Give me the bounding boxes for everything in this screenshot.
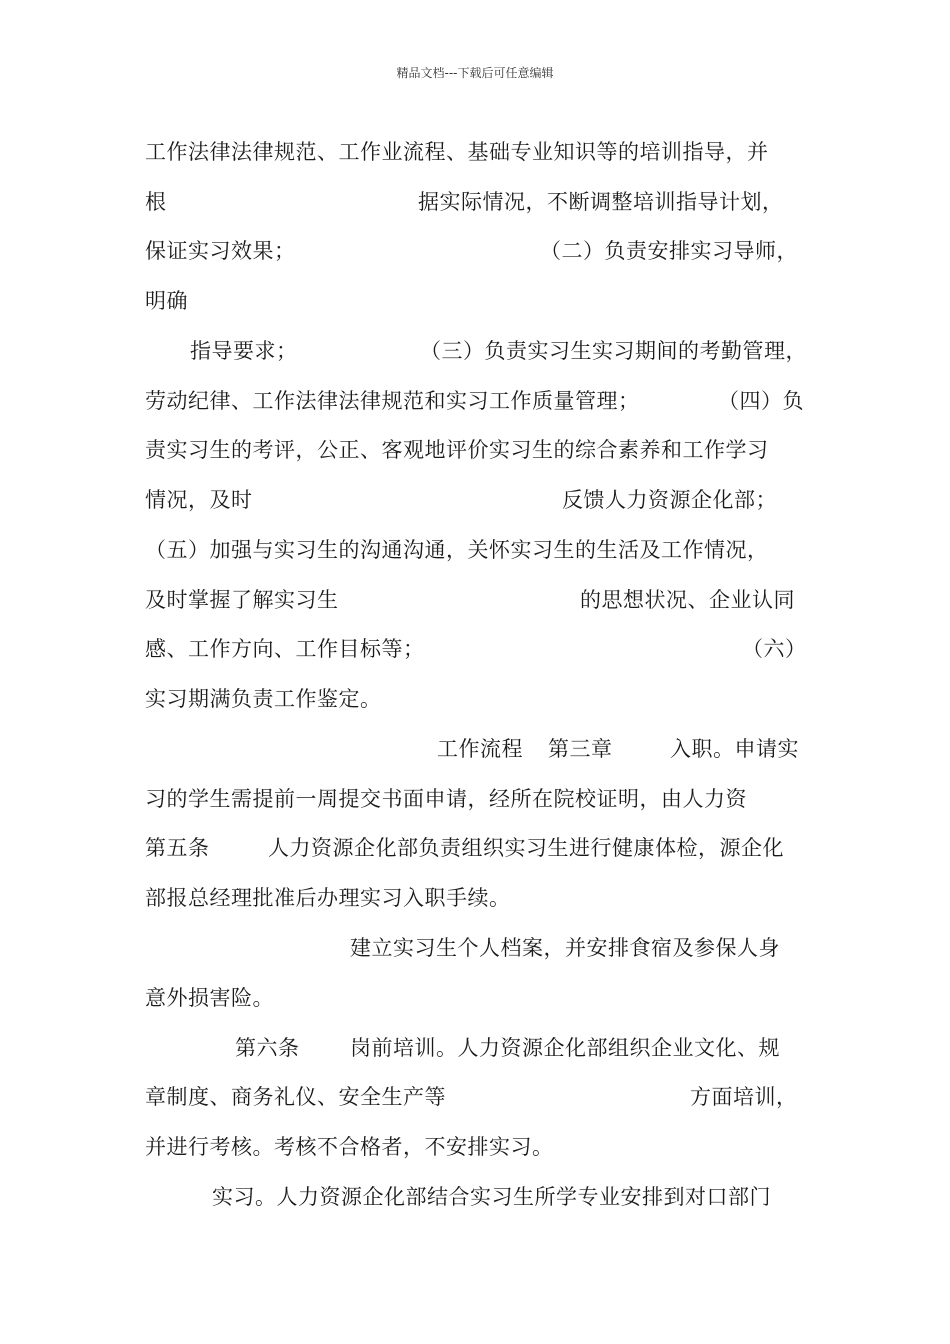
text-line: 感、工作方向、工作目标等； <box>145 637 425 661</box>
text-line: 明确 <box>145 289 188 313</box>
text-line: 指导要求； <box>190 339 298 363</box>
text-line: 及时掌握了解实习生 <box>145 588 339 612</box>
text-line: 习的学生需提前一周提交书面申请，经所在院校证明，由人力资 <box>145 787 747 811</box>
text-line: 据实际情况，不断调整培训指导计划， <box>418 190 784 214</box>
text-line: 第三章 <box>548 737 613 761</box>
text-line: 章制度、商务礼仪、安全生产等 <box>145 1085 446 1109</box>
page-header: 精品文档---下载后可任意编辑 <box>396 66 554 80</box>
text-line: 第六条 <box>235 1036 300 1060</box>
text-line: 入职。申请实 <box>670 737 799 761</box>
text-line: 保证实习效果； <box>145 239 296 263</box>
text-line: 意外损害险。 <box>145 986 274 1010</box>
text-line: （六） <box>742 637 807 661</box>
text-line: （四）负 <box>718 389 804 413</box>
text-line: （二）负责安排实习导师， <box>540 239 798 263</box>
text-line: 根 <box>145 190 167 214</box>
text-line: 第五条 <box>145 836 210 860</box>
text-line: 劳动纪律、工作法律法律规范和实习工作质量管理； <box>145 389 640 413</box>
text-line: 建立实习生个人档案，并安排食宿及参保人身 <box>350 936 780 960</box>
text-line: 实习期满负责工作鉴定。 <box>145 687 382 711</box>
text-line: 工作流程 <box>437 737 523 761</box>
text-line: 并进行考核。考核不合格者，不安排实习。 <box>145 1135 554 1159</box>
text-line: 人力资源企化部负责组织实习生进行健康体检，源企化 <box>268 836 784 860</box>
text-line: 方面培训， <box>690 1085 798 1109</box>
text-line: 的思想状况、企业认同 <box>580 588 795 612</box>
text-line: 反馈人力资源企化部； <box>562 488 777 512</box>
text-line: 工作法律法律规范、工作业流程、基础专业知识等的培训指导，并 <box>145 140 769 164</box>
text-line: 岗前培训。人力资源企化部组织企业文化、规 <box>350 1036 780 1060</box>
text-line: 实习。人力资源企化部结合实习生所学专业安排到对口部门 <box>212 1185 771 1209</box>
text-line: 部报总经理批准后办理实习入职手续。 <box>145 886 511 910</box>
text-line: 情况，及时 <box>145 488 253 512</box>
text-line: 责实习生的考评，公正、客观地评价实习生的综合素养和工作学习 <box>145 438 769 462</box>
text-line: （三）负责实习生实习期间的考勤管理， <box>420 339 807 363</box>
text-line: （五）加强与实习生的沟通沟通，关怀实习生的生活及工作情况， <box>145 538 769 562</box>
